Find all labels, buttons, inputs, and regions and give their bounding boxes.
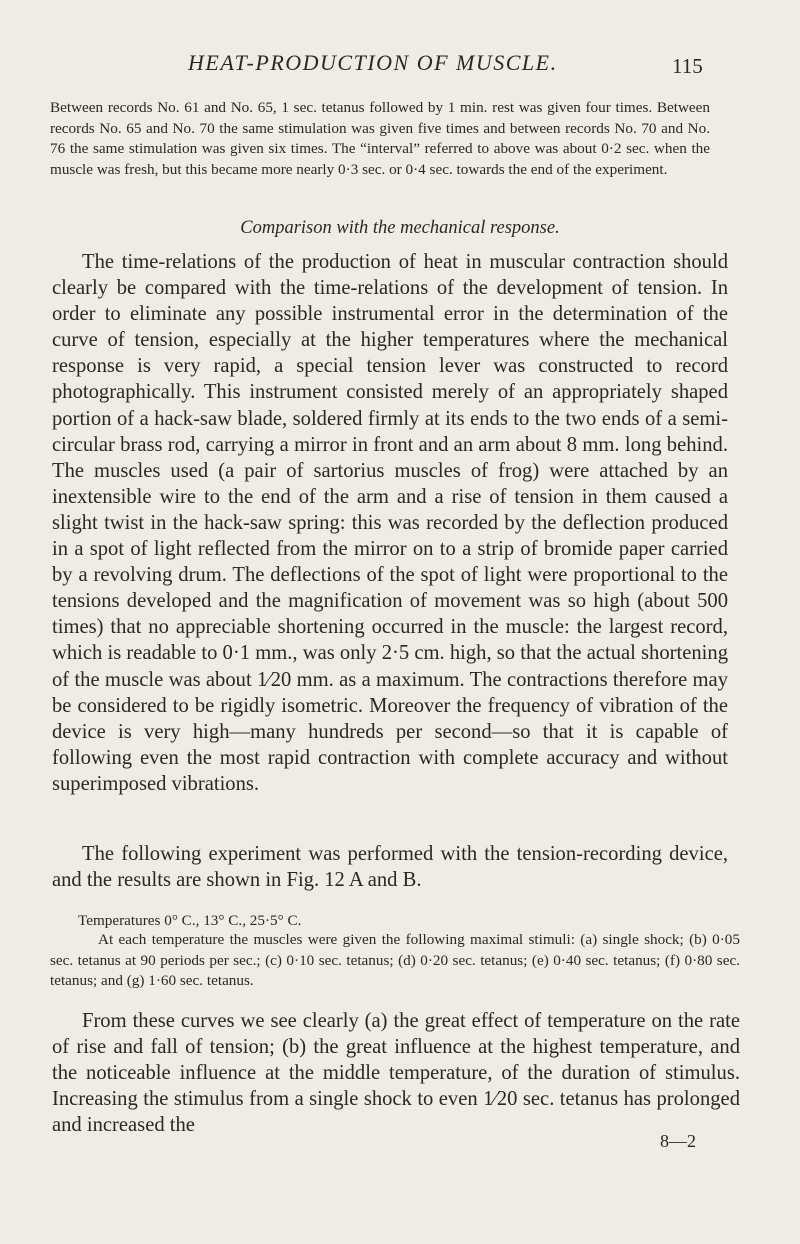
- footnote-text: Between records No. 61 and No. 65, 1 sec. tetanus followed by 1 min. rest was given four times. Between records No. 65 and No. 70 the same stimulation was given five times and between records No. 70 and No. 76 the same stimulation was given six times. The “interval” referred to above was about 0·2 sec. when the muscle was fresh, but this became more nearly 0·3 sec. or 0·4 sec. towards the end of the experiment.: [50, 99, 710, 178]
- running-title: HEAT-PRODUCTION OF MUSCLE.: [188, 50, 558, 75]
- paragraph-2: [52, 841, 728, 893]
- top-footnote: [50, 98, 710, 180]
- stimuli-text: At each temperature the muscles were given the following maximal stimuli: (a) single shock; (b) 0·05 sec. tetanus at 90 periods per sec.; (c) 0·10 sec. tetanus; (d) 0·20 sec. tetanus; (e) 0·40 sec. tetanus; (f) 0·80 sec. tetanus; and (g) 1·60 sec. tetanus.: [50, 931, 740, 989]
- paragraph-3: [52, 1008, 740, 1138]
- page-number: 115: [672, 54, 703, 78]
- paragraph-text: From these curves we see clearly (a) the great effect of temperature on the rate of rise and fall of tension; (b) the great influence at the highest temperature, and the noticeable influence at the middle temperature, of the duration of stimulus. Increasing the stimulus from a single shock to even 1⁄20 sec. tetanus has prolonged and increased the: [52, 1010, 740, 1137]
- paragraph-text: The time-relations of the production of heat in muscular contraction should clearly be compared with the time-relations of the development of tension. In order to eliminate any possible instrumental error in the determination of the curve of tension, especially at the higher temperatures where the mechanical response is very rapid, a special tension lever was constructed to record photographically. This instrument consisted merely of an appropriately shaped portion of a hack-saw blade, soldered firmly at its ends to the two ends of a semi-circular brass rod, carrying a mirror in front and an arm about 8 mm. long behind. The muscles used (a pair of sartorius muscles of frog) were attached by an inextensible wire to the end of the arm and a rise of tension in them caused a slight twist in the hack-saw spring: this was recorded by the deflection produced in a spot of light reflected from the mirror on to a strip of bromide paper carried by a revolving drum. The deflections of the spot of light were proportional to the tensions developed and the magnification of movement was so high (about 500 times) that no appreciable shortening occurred in the muscle: the largest record, which is readable to 0·1 mm., was only 2·5 cm. high, so that the actual shortening of the muscle was about 1⁄20 mm. as a maximum. The contractions therefore may be considered to be rigidly isometric. Moreover the frequency of vibration of the device is very high—many hundreds per second—so that it is capable of following even the most rapid contraction with complete accuracy and without superimposed vibrations.: [52, 251, 728, 795]
- signature-mark: 8—2: [660, 1131, 696, 1151]
- temperatures-line: Temperatures 0° C., 13° C., 25·5° C.: [78, 912, 302, 929]
- section-heading: Comparison with the mechanical response.: [240, 218, 560, 238]
- page-header: [0, 50, 800, 84]
- paragraph-text: The following experiment was performed with the tension-recording device, and the results are shown in Fig. 12 A and B.: [52, 843, 728, 892]
- paragraph-1: [52, 249, 728, 797]
- stimuli-note: [50, 930, 740, 992]
